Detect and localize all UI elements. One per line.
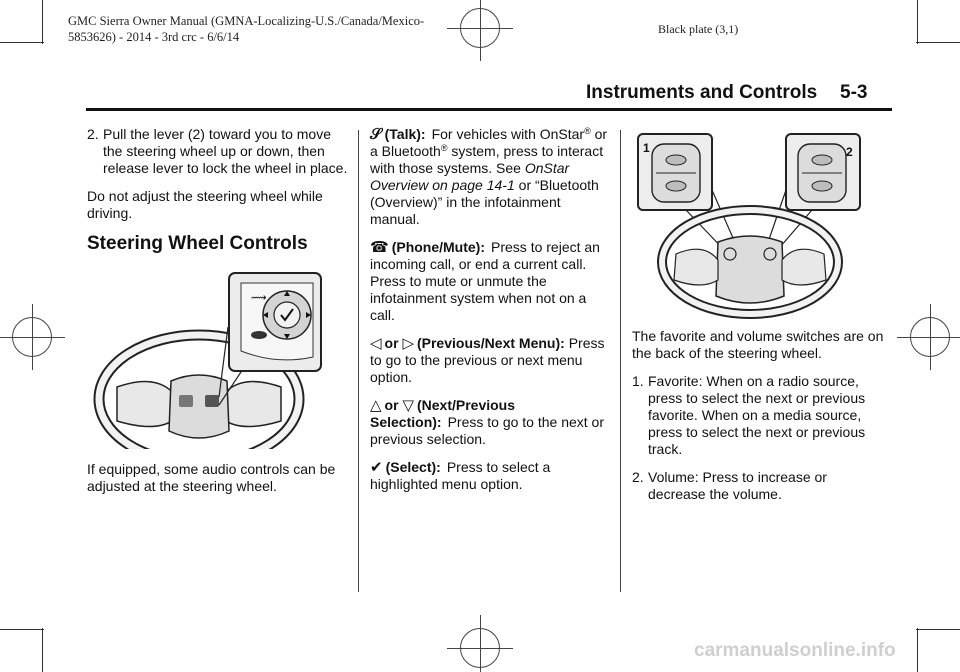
- onstar-cross-reference[interactable]: OnStar Overview on page 14-1: [370, 160, 570, 193]
- callout-1: 1: [643, 141, 650, 155]
- talk-icon: 𝒮: [370, 125, 382, 143]
- triangle-right-icon: ▷: [402, 334, 414, 352]
- steering-wheel-back-switches-figure: [632, 130, 886, 320]
- crop-mark: [916, 42, 960, 43]
- column-divider: [358, 130, 359, 592]
- list-number: 2.: [87, 126, 99, 142]
- triangle-down-icon: ▽: [402, 396, 414, 414]
- registration-mark-left: [12, 317, 52, 357]
- list-item: [87, 126, 349, 177]
- adjust-warning: Do not adjust the steering wheel while driving.: [87, 188, 323, 221]
- column-divider: [620, 130, 621, 592]
- list-number: 1.: [632, 373, 644, 389]
- section-title: Instruments and Controls: [586, 82, 818, 103]
- talk-text-2: or a Bluetooth: [370, 126, 608, 159]
- black-plate-label: Black plate (3,1): [658, 22, 739, 36]
- next-previous-selection-label: (Next/Previous Selection):: [370, 397, 516, 430]
- registered-mark: ®: [584, 126, 591, 136]
- crop-mark: [0, 629, 44, 630]
- next-previous-selection-text: Press to go to the next or previous selection.: [370, 414, 604, 447]
- phone-mute-label: (Phone/Mute):: [391, 239, 486, 255]
- print-header-line-1: GMC Sierra Owner Manual (GMNA-Localizing-U.S./Canada/Mexico-: [68, 14, 425, 28]
- back-switches-intro: The favorite and volume switches are on the back of the steering wheel.: [632, 328, 884, 361]
- previous-next-menu-text: Press to go to the previous or next menu option.: [370, 335, 605, 385]
- audio-controls-intro: If equipped, some audio controls can be adjusted at the steering wheel.: [87, 461, 336, 494]
- column-2: [370, 126, 610, 504]
- talk-text-4: or “Bluetooth (Overview)” in the infotainment manual.: [370, 177, 599, 227]
- previous-next-menu-label: (Previous/Next Menu):: [416, 335, 565, 351]
- list-text: Pull the lever (2) toward you to move the steering wheel up or down, then release lever to lock the wheel in place.: [103, 126, 348, 176]
- or-word: or: [384, 397, 399, 413]
- list-item: [632, 373, 887, 458]
- page-number: 5-3: [840, 82, 868, 103]
- registration-mark-bottom: [460, 628, 500, 668]
- phone-mute-text: Press to reject an incoming call, or end a current call. Press to mute or unmute the infotainment system when not on a call.: [370, 239, 600, 323]
- registration-mark-right: [910, 317, 950, 357]
- crop-mark: [917, 0, 918, 44]
- crop-mark: [917, 628, 918, 672]
- select-text: Press to select a highlighted menu option.: [370, 459, 551, 492]
- steering-wheel-controls-heading: Steering Wheel Controls: [87, 233, 308, 254]
- watermark: carmanualsonline.info: [694, 640, 896, 661]
- column-3: [632, 328, 887, 514]
- callout-2: 2: [846, 145, 853, 159]
- volume-description: Volume: Press to increase or decrease the volume.: [648, 469, 827, 502]
- talk-entry: [370, 126, 610, 228]
- talk-text-1: For vehicles with OnStar: [431, 126, 585, 142]
- crop-mark: [42, 628, 43, 672]
- select-label: (Select):: [385, 459, 441, 475]
- next-previous-selection-entry: [370, 397, 610, 448]
- registration-mark-top: [460, 8, 500, 48]
- crop-mark: [0, 42, 44, 43]
- triangle-up-icon: △: [370, 396, 382, 414]
- header-rule: [86, 108, 892, 111]
- select-entry: [370, 459, 610, 493]
- checkmark-icon: ✔: [370, 458, 383, 476]
- steering-wheel-controls-figure: [87, 269, 325, 449]
- svg-text:⟿: ⟿: [251, 291, 267, 304]
- print-header-line-2: 5853626) - 2014 - 3rd crc - 6/6/14: [68, 30, 240, 44]
- phone-mute-entry: [370, 239, 610, 324]
- registered-mark: ®: [440, 143, 448, 153]
- list-item: [632, 469, 887, 503]
- triangle-left-icon: ◁: [370, 334, 382, 352]
- list-number: 2.: [632, 469, 644, 485]
- crop-mark: [42, 0, 43, 44]
- or-word: or: [384, 335, 399, 351]
- talk-text-3: system, press to interact with those systems. See: [370, 143, 604, 176]
- previous-next-menu-entry: [370, 335, 610, 386]
- phone-mute-icon: ☎: [370, 238, 389, 256]
- crop-mark: [916, 629, 960, 630]
- talk-label: (Talk):: [384, 126, 426, 142]
- column-1: [87, 126, 349, 506]
- favorite-description: Favorite: When on a radio source, press to select the next or previous favorite. When on a media source, press to select the next or previous track.: [648, 373, 866, 457]
